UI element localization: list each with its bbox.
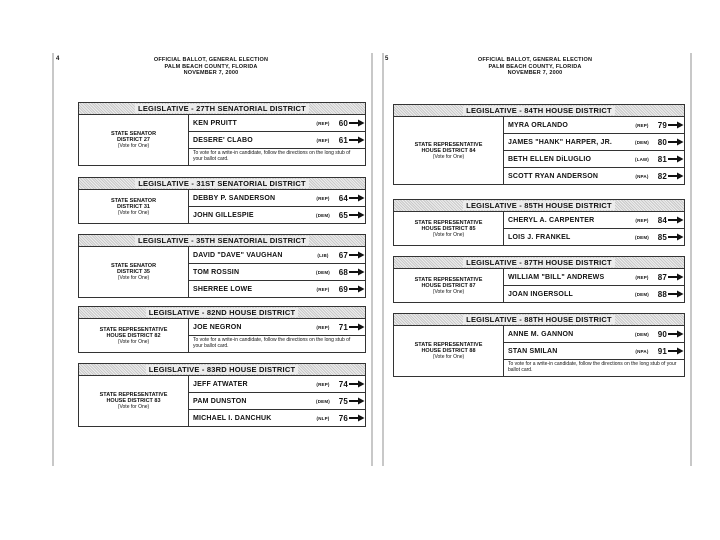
write-in-instructions: To vote for a write-in candidate, follow the directions on the long stub of your ballot card. <box>193 337 351 349</box>
candidate-number: 64 <box>338 193 348 203</box>
candidate-number: 61 <box>338 135 348 145</box>
candidate-number: 85 <box>657 232 667 242</box>
vote-arrow-icon[interactable] <box>668 172 684 180</box>
candidate-row[interactable] <box>189 319 365 336</box>
party-label: (DEM) <box>316 269 330 275</box>
candidate-number: 91 <box>657 346 667 356</box>
vote-arrow-icon[interactable] <box>349 380 365 388</box>
vote-arrow-icon[interactable] <box>668 330 684 338</box>
candidate-name: STAN SMILAN <box>508 347 558 355</box>
candidate-number: 88 <box>657 289 667 299</box>
candidate-number: 79 <box>657 120 667 130</box>
candidate-name: DAVID "DAVE" VAUGHAN <box>193 251 283 259</box>
candidate-row[interactable] <box>504 151 684 168</box>
vote-arrow-icon[interactable] <box>349 414 365 422</box>
header-line: OFFICIAL BALLOT, GENERAL ELECTION <box>153 57 269 63</box>
candidate-row[interactable] <box>189 132 365 149</box>
party-label: (DEM) <box>635 331 649 337</box>
race-88th-house <box>393 313 685 377</box>
party-label: (REP) <box>316 195 330 201</box>
party-label: (REP) <box>316 324 330 330</box>
candidate-number: 84 <box>657 215 667 225</box>
race-84th-house <box>393 104 685 185</box>
race-85th-house <box>393 199 685 246</box>
candidate-name: JOE NEGRON <box>193 323 242 331</box>
vote-arrow-icon[interactable] <box>668 121 684 129</box>
party-label: (REF) <box>316 137 330 143</box>
party-label: (REP) <box>635 217 649 223</box>
candidate-name: PAM DUNSTON <box>193 397 247 405</box>
vote-arrow-icon[interactable] <box>349 211 365 219</box>
candidate-row[interactable] <box>504 286 684 302</box>
vote-arrow-icon[interactable] <box>668 155 684 163</box>
party-label: (REP) <box>316 120 330 126</box>
candidate-name: JEFF ATWATER <box>193 380 248 388</box>
candidate-row[interactable] <box>504 134 684 151</box>
office-label: STATE SENATOR DISTRICT 31 (Vote for One) <box>79 190 189 223</box>
candidate-row[interactable] <box>189 247 365 264</box>
candidate-name: SHERREE LOWE <box>193 285 253 293</box>
vote-arrow-icon[interactable] <box>349 323 365 331</box>
header-line: PALM BEACH COUNTY, FLORIDA <box>488 63 582 70</box>
race-35th-senatorial <box>78 234 366 298</box>
candidate-number: 69 <box>338 284 348 294</box>
race-banner: LEGISLATIVE - 31ST SENATORIAL DISTRICT <box>78 177 366 190</box>
vote-arrow-icon[interactable] <box>668 233 684 241</box>
candidate-row[interactable] <box>504 117 684 134</box>
race-banner: LEGISLATIVE - 84TH HOUSE DISTRICT <box>393 104 685 117</box>
race-banner: LEGISLATIVE - 87TH HOUSE DISTRICT <box>393 256 685 269</box>
candidate-number: 90 <box>657 329 667 339</box>
candidate-number: 74 <box>338 379 348 389</box>
party-label: (DEM) <box>635 291 649 297</box>
candidate-name: JAMES "HANK" HARPER, JR. <box>508 138 613 146</box>
office-label: STATE SENATOR DISTRICT 27 (Vote for One) <box>79 115 189 165</box>
vote-arrow-icon[interactable] <box>349 268 365 276</box>
left-page-left-edge <box>52 53 54 466</box>
right-page-left-edge <box>382 53 384 466</box>
party-label: (NLP) <box>316 415 330 421</box>
race-banner: LEGISLATIVE - 35TH SENATORIAL DISTRICT <box>78 234 366 247</box>
candidate-row[interactable] <box>189 115 365 132</box>
candidate-row[interactable] <box>189 281 365 297</box>
party-label: (DEM) <box>635 234 649 240</box>
candidate-row[interactable] <box>504 269 684 286</box>
candidate-name: KEN PRUITT <box>193 119 237 127</box>
candidate-name: SCOTT RYAN ANDERSON <box>508 172 599 180</box>
race-banner: LEGISLATIVE - 82ND HOUSE DISTRICT <box>78 306 366 319</box>
vote-arrow-icon[interactable] <box>668 347 684 355</box>
candidate-number: 76 <box>338 413 348 423</box>
vote-arrow-icon[interactable] <box>349 136 365 144</box>
race-banner: LEGISLATIVE - 83RD HOUSE DISTRICT <box>78 363 366 376</box>
right-page-right-edge <box>690 53 692 466</box>
vote-arrow-icon[interactable] <box>668 273 684 281</box>
candidate-name: LOIS J. FRANKEL <box>508 233 571 241</box>
candidate-row[interactable] <box>504 326 684 343</box>
candidate-row[interactable] <box>504 229 684 245</box>
candidate-name: TOM ROSSIN <box>193 268 240 276</box>
party-label: (NPA) <box>635 173 649 179</box>
office-label: STATE REPRESENTATIVE HOUSE DISTRICT 84 (Vote for One) <box>394 117 504 184</box>
candidate-name: WILLIAM "BILL" ANDREWS <box>508 273 605 281</box>
race-87th-house <box>393 256 685 303</box>
race-83rd-house <box>78 363 366 427</box>
write-in-instructions: To vote for a write-in candidate, follow the directions on the long stub of your ballot card. <box>193 150 351 162</box>
candidate-row[interactable] <box>504 212 684 229</box>
party-label: (LAW) <box>635 156 649 162</box>
candidate-row[interactable] <box>189 207 365 223</box>
candidate-name: JOAN INGERSOLL <box>508 290 574 298</box>
office-label: STATE REPRESENTATIVE HOUSE DISTRICT 87 (Vote for One) <box>394 269 504 302</box>
candidate-name: CHERYL A. CARPENTER <box>508 216 595 224</box>
ballot-header <box>385 57 685 77</box>
office-label: STATE REPRESENTATIVE HOUSE DISTRICT 88 (Vote for One) <box>394 326 504 376</box>
header-line: NOVEMBER 7, 2000 <box>507 70 563 76</box>
race-banner: LEGISLATIVE - 88TH HOUSE DISTRICT <box>393 313 685 326</box>
candidate-number: 80 <box>657 137 667 147</box>
party-label: (DEM) <box>316 212 330 218</box>
ballot-header <box>56 57 366 77</box>
race-82nd-house <box>78 306 366 353</box>
candidate-number: 87 <box>657 272 667 282</box>
candidate-row[interactable] <box>189 264 365 281</box>
ballot-page-right <box>385 56 685 466</box>
candidate-number: 65 <box>338 210 348 220</box>
race-banner: LEGISLATIVE - 85TH HOUSE DISTRICT <box>393 199 685 212</box>
party-label: (NPA) <box>635 348 649 354</box>
party-label: (DEM) <box>635 139 649 145</box>
vote-arrow-icon[interactable] <box>349 119 365 127</box>
candidate-name: DESERE' CLABO <box>193 136 253 144</box>
office-label: STATE REPRESENTATIVE HOUSE DISTRICT 83 (Vote for One) <box>79 376 189 426</box>
candidate-number: 67 <box>338 250 348 260</box>
candidate-row[interactable] <box>504 343 684 360</box>
party-label: (REP) <box>635 274 649 280</box>
vote-arrow-icon[interactable] <box>349 397 365 405</box>
office-label: STATE REPRESENTATIVE HOUSE DISTRICT 82 (Vote for One) <box>79 319 189 352</box>
candidate-number: 75 <box>338 396 348 406</box>
candidate-name: JOHN GILLESPIE <box>193 211 254 219</box>
candidate-number: 71 <box>338 322 348 332</box>
vote-arrow-icon[interactable] <box>349 251 365 259</box>
vote-arrow-icon[interactable] <box>349 194 365 202</box>
candidate-row[interactable] <box>189 376 365 393</box>
office-label: STATE SENATOR DISTRICT 35 (Vote for One) <box>79 247 189 297</box>
write-in-instructions: To vote for a write-in candidate, follow the directions on the long stub of your ballot card. <box>508 361 677 373</box>
party-label: (REF) <box>316 286 330 292</box>
candidate-number: 81 <box>657 154 667 164</box>
header-line: PALM BEACH COUNTY, FLORIDA <box>164 63 258 70</box>
page-number: 5 <box>385 56 389 62</box>
header-line: OFFICIAL BALLOT, GENERAL ELECTION <box>477 57 593 63</box>
candidate-name: MYRA ORLANDO <box>508 121 569 129</box>
left-page-right-edge <box>371 53 373 466</box>
party-label: (LIB) <box>317 252 329 258</box>
office-label: STATE REPRESENTATIVE HOUSE DISTRICT 85 (Vote for One) <box>394 212 504 245</box>
candidate-name: BETH ELLEN DiLUGLIO <box>508 155 592 163</box>
candidate-row[interactable] <box>189 410 365 426</box>
candidate-row[interactable] <box>504 168 684 184</box>
party-label: (DEM) <box>316 398 330 404</box>
header-line: NOVEMBER 7, 2000 <box>183 70 239 76</box>
candidate-row[interactable] <box>189 190 365 207</box>
party-label: (REP) <box>316 381 330 387</box>
race-banner: LEGISLATIVE - 27TH SENATORIAL DISTRICT <box>78 102 366 115</box>
vote-arrow-icon[interactable] <box>668 216 684 224</box>
page-number: 4 <box>56 56 60 62</box>
race-27th-senatorial <box>78 102 366 166</box>
vote-arrow-icon[interactable] <box>349 285 365 293</box>
candidate-number: 60 <box>338 118 348 128</box>
party-label: (REP) <box>635 122 649 128</box>
candidate-name: MICHAEL I. DANCHUK <box>193 414 272 422</box>
ballot-page-left <box>56 56 366 466</box>
vote-arrow-icon[interactable] <box>668 290 684 298</box>
candidate-number: 82 <box>657 171 667 181</box>
vote-arrow-icon[interactable] <box>668 138 684 146</box>
candidate-name: ANNE M. GANNON <box>508 330 574 338</box>
candidate-name: DEBBY P. SANDERSON <box>193 194 276 202</box>
candidate-number: 68 <box>338 267 348 277</box>
candidate-row[interactable] <box>189 393 365 410</box>
race-31st-senatorial <box>78 177 366 224</box>
